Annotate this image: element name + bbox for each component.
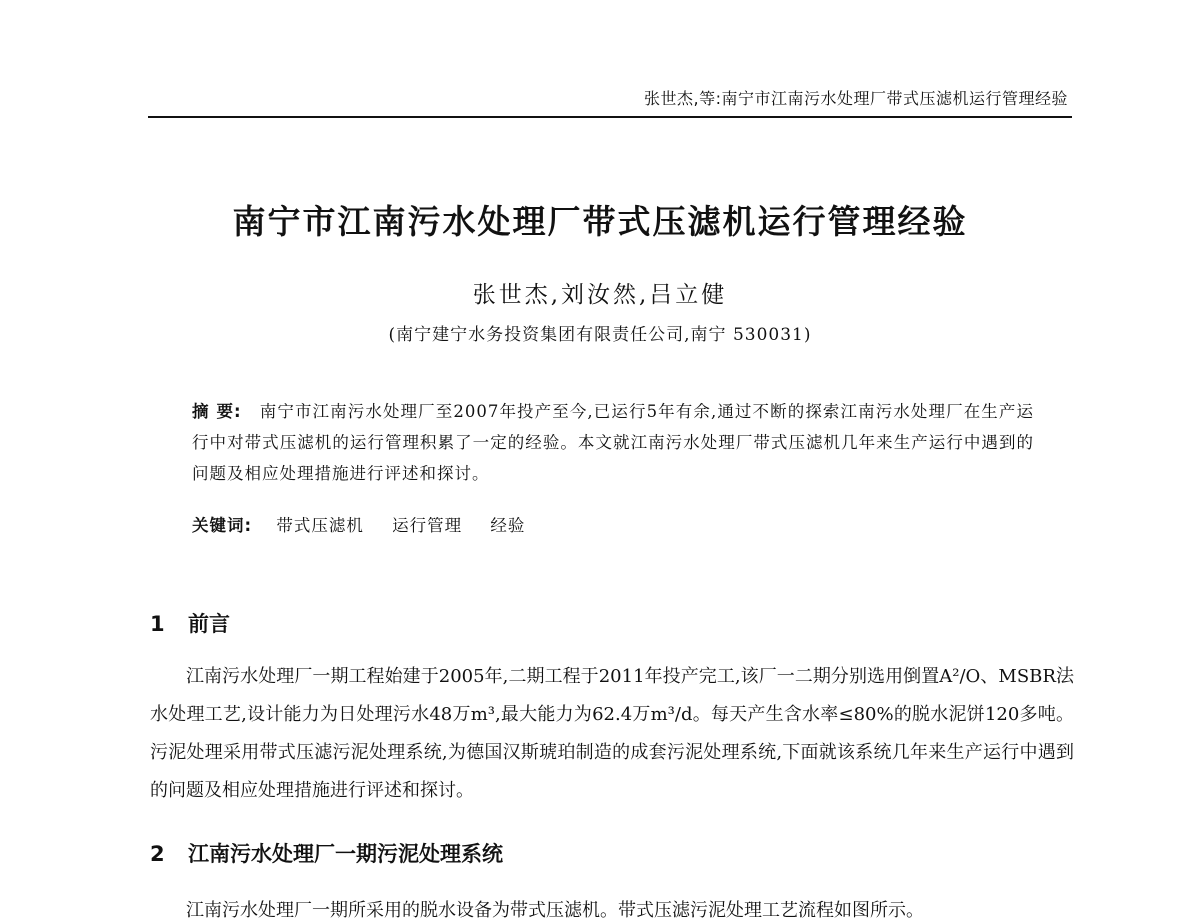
section-paragraph: 江南污水处理厂一期工程始建于2005年,二期工程于2011年投产完工,该厂一二期分别选用倒置A²/O、MSBR法水处理工艺,设计能力为日处理污水48万m³,最大能力为62.4万m³/d。每天产生含水率≤80%的脱水泥饼120多吨。污泥处理采用带式压滤污泥处理系统,为德国汉斯琥珀制造的成套污泥处理系统,下面就该系统几年来生产运行中遇到的问题及相应处理措施进行评述和探讨。 bbox=[150, 666, 1074, 801]
section-number: 1 bbox=[150, 612, 165, 636]
section-title: 前言 bbox=[188, 612, 230, 636]
keywords-label: 关键词: bbox=[192, 516, 253, 535]
section-title: 江南污水处理厂一期污泥处理系统 bbox=[188, 842, 503, 866]
section-number: 2 bbox=[150, 842, 165, 866]
section-paragraph: 江南污水处理厂一期所采用的脱水设备为带式压滤机。带式压滤污泥处理工艺流程如图所示。 bbox=[186, 900, 924, 921]
affiliation: (南宁建宁水务投资集团有限责任公司,南宁 530031) bbox=[388, 325, 812, 345]
abstract-label: 摘 要: bbox=[192, 402, 242, 421]
authors: 张世杰,刘汝然,吕立健 bbox=[472, 282, 728, 308]
keywords bbox=[192, 512, 1034, 536]
running-head: 张世杰,等:南宁市江南污水处理厂带式压滤机运行管理经验 bbox=[644, 89, 1068, 108]
section-heading bbox=[150, 838, 503, 868]
keyword-item: 经验 bbox=[490, 516, 526, 535]
keyword-item: 带式压滤机 bbox=[276, 516, 364, 535]
abstract-text: 南宁市江南污水处理厂至2007年投产至今,已运行5年有余,通过不断的探索江南污水处理厂在生产运行中对带式压滤机的运行管理积累了一定的经验。本文就江南污水处理厂带式压滤机几年来生产运行中遇到的问题及相应处理措施进行评述和探讨。 bbox=[192, 402, 1035, 483]
article-title: 南宁市江南污水处理厂带式压滤机运行管理经验 bbox=[232, 202, 968, 241]
keyword-item: 运行管理 bbox=[392, 516, 463, 535]
section-heading bbox=[150, 608, 230, 638]
abstract bbox=[192, 396, 1034, 489]
header-rule bbox=[148, 116, 1072, 118]
